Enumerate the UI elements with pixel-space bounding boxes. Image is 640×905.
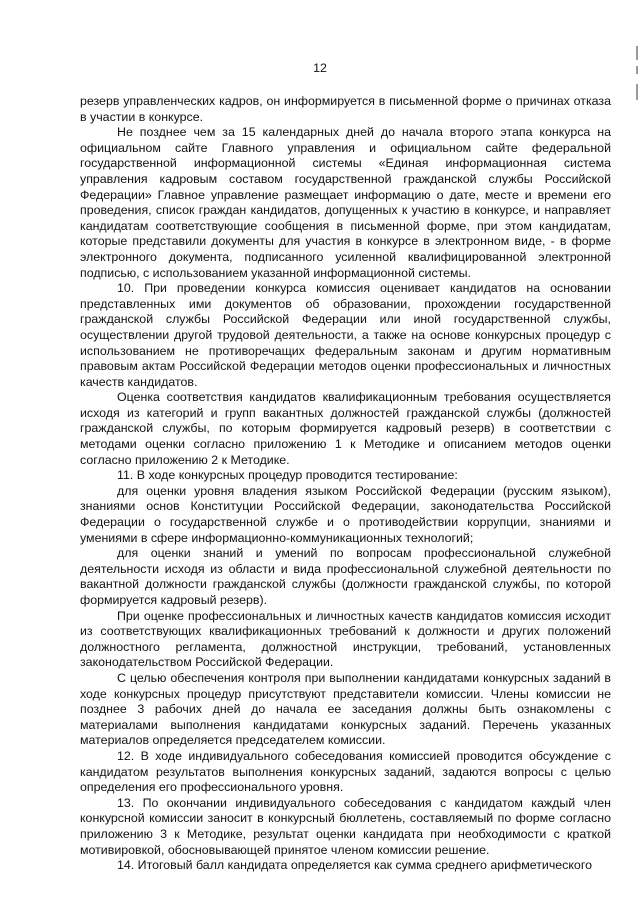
document-body (80, 94, 611, 874)
paragraph-11: 11. В ходе конкурсных процедур проводится тестирование: (117, 468, 458, 483)
paragraph-assessment: Оценка соответствия кандидатов квалификационным требования осуществляется исходя из категорий и групп вакантных должностей гражданской службы (должностей гражданской службы, по которым формируется кадровый резерв) в соответствии с методами оценки согласно приложению 1 к Методике и описанием методов оценки согласно приложению 2 к Методике. (80, 390, 611, 467)
paragraph-14: 14. Итоговый балл кандидата определяется как сумма среднего арифметического (117, 858, 592, 873)
scan-edge-mark (636, 66, 638, 74)
scan-edge-mark (636, 46, 638, 60)
scan-edge-mark (636, 84, 638, 100)
paragraph-12: 12. В ходе индивидуального собеседования комиссией проводится обсуждение с кандидатом результатов выполнения конкурсных заданий, задаются вопросы с целью определения его профессионального уровня. (80, 748, 611, 795)
paragraph-10: 10. При проведении конкурса комиссия оценивает кандидатов на основании представленных ими документов об образовании, прохождении государственной гражданской службы Российской Федерации или иной государственной службы, осуществлении другой трудовой деятельности, а также на основе конкурсных процедур с использованием не противоречащих федеральным законам и другим нормативным правовым актам Российской Федерации методов оценки профессиональных и личностных качеств кандидатов. (80, 281, 611, 389)
paragraph-test-language: для оценки уровня владения языком Российской Федерации (русским языком), знаниями основ Конституции Российской Федерации, законодательства Российской Федерации о государственной службе и о противодействии коррупции, знаниями и умениями в сфере информационно-коммуникационных технологий; (80, 483, 611, 545)
paragraph-publication-deadline: Не позднее чем за 15 календарных дней до начала второго этапа конкурса на официальном сайте Главного управления и официальном сайте федеральной государственной информационной системы «Единая информационная система управления кадровым составом государственной гражданской службы Российской Федерации» Главное управление размещает информацию о дате, месте и времени его проведения, список граждан кандидатов, допущенных к участию в конкурсе, и направляет кандидатам соответствующие сообщения в письменной форме, при этом кандидатам, которые представили документы для участия в конкурсе в электронном виде, - в форме электронного документа, подписанного усиленной квалифицированной электронной подписью, с использованием указанной информационной системы. (80, 125, 611, 280)
paragraph-13: 13. По окончании индивидуального собеседования с кандидатом каждый член конкурсной комиссии заносит в конкурсный бюллетень, составляемый по форме согласно приложению 3 к Методике, результат оценки кандидата при необходимости с краткой мотивировкой, обосновывающей принятое членом комиссии решение. (80, 795, 611, 857)
page-number: 12 (313, 61, 327, 75)
paragraph-continuation: резерв управленческих кадров, он информируется в письменной форме о причинах отказа в участии в конкурсе. (80, 94, 611, 124)
paragraph-test-professional: для оценки знаний и умений по вопросам профессиональной служебной деятельности исходя из области и вида профессиональной служебной деятельности по вакантной должности гражданской службы (должности гражданской службы, по которой формируется кадровый резерв). (80, 546, 611, 607)
paragraph-qualities: При оценке профессиональных и личностных качеств кандидатов комиссия исходит из соответствующих квалификационных требований к должности и других положений должностного регламента, должностной инструкции, требований, установленных законодательством Российской Федерации. (80, 608, 611, 670)
paragraph-control: С целью обеспечения контроля при выполнении кандидатами конкурсных заданий в ходе конкурсных процедур присутствуют представители комиссии. Члены комиссии не позднее 3 рабочих дней до начала ее заседания должны быть ознакомлены с материалами выполнения кандидатами конкурсных заданий. Перечень указанных материалов определяется председателем комиссии. (80, 670, 611, 748)
